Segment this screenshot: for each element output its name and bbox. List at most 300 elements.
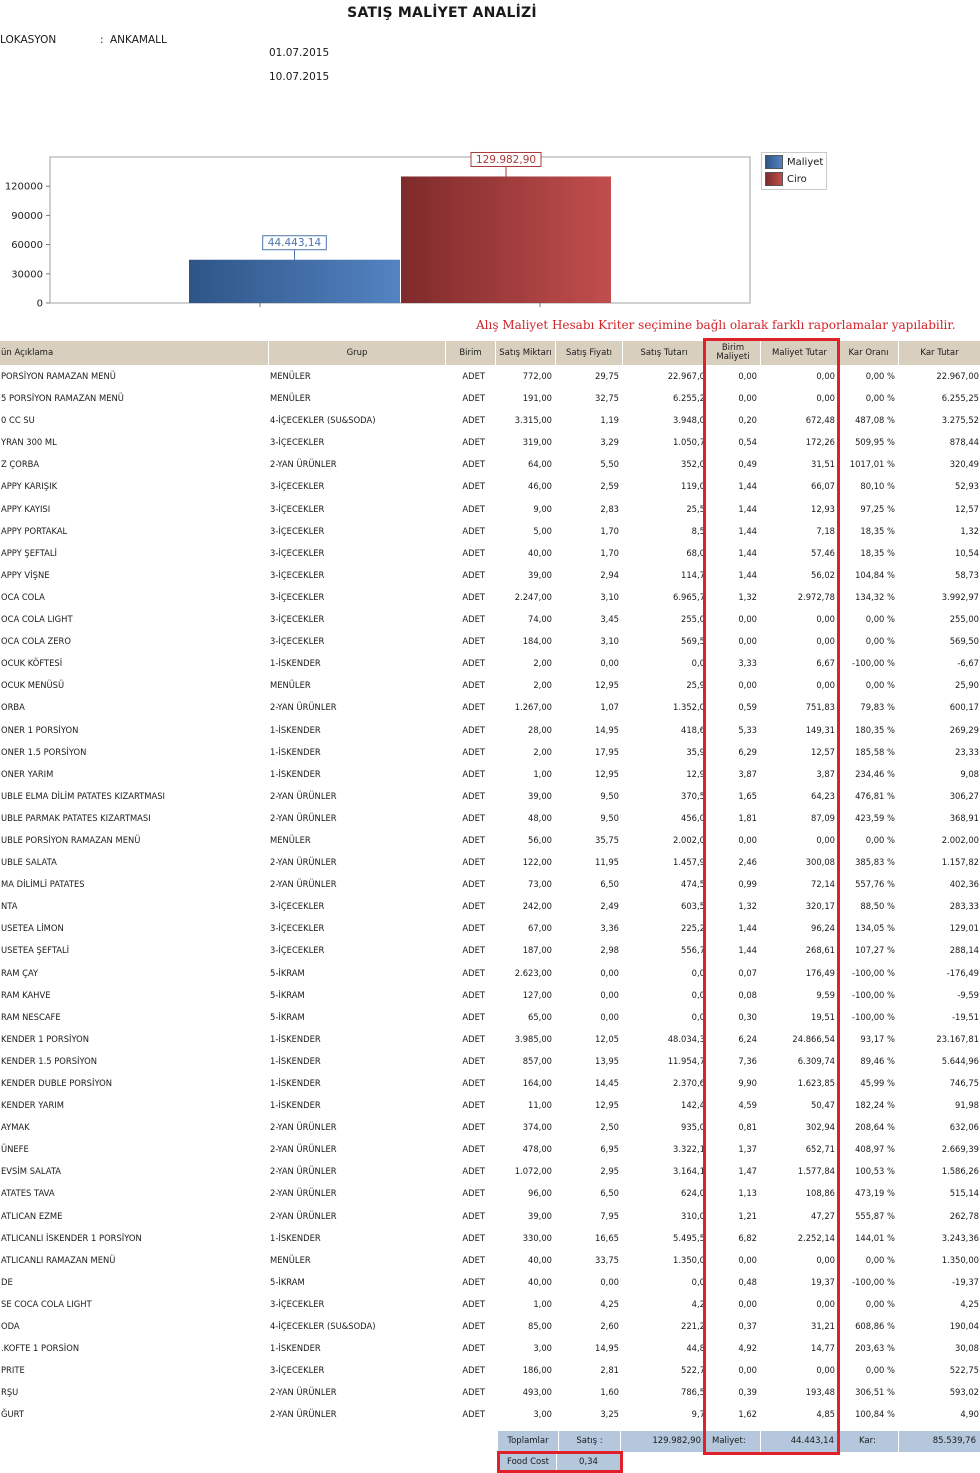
cell-sales-amount: 0,0 — [691, 989, 705, 1000]
cell-cost-amount: 31,51 — [811, 459, 835, 470]
cell-profit-amount: 190,04 — [949, 1321, 979, 1332]
cell-cost-amount: 12,93 — [811, 503, 835, 514]
cell-description: ATLICANLI İSKENDER 1 PORSİYON — [1, 1232, 142, 1243]
cell-sales-qty: 39,00 — [528, 1210, 552, 1221]
food-cost-value: 0,34 — [556, 1454, 620, 1471]
cell-unit: ADET — [462, 834, 485, 845]
cell-sales-qty: 3.985,00 — [514, 1033, 552, 1044]
cell-cost-amount: 0,00 — [816, 834, 835, 845]
cell-sales-amount: 0,0 — [691, 967, 705, 978]
cell-sales-qty: 9,00 — [533, 503, 552, 514]
cell-profit-amount: 600,17 — [949, 702, 979, 713]
date-start: 01.07.2015 — [269, 47, 330, 59]
cell-group: 5-İKRAM — [270, 989, 305, 1000]
legend-swatch-maliyet — [765, 155, 783, 169]
cell-group: MENÜLER — [270, 1254, 311, 1265]
cell-sales-amount: 624,0 — [681, 1188, 705, 1199]
cell-unit-cost: 1,81 — [738, 812, 757, 823]
cell-unit-cost: 1,44 — [738, 503, 757, 514]
table-row — [0, 785, 980, 807]
cell-sales-qty: 3,00 — [533, 1343, 552, 1354]
cell-sales-qty: 39,00 — [528, 569, 552, 580]
totals-cost-value: 44.443,14 — [760, 1431, 838, 1452]
cell-profit-rate: 608,86 % — [855, 1321, 895, 1332]
cell-group: 2-YAN ÜRÜNLER — [270, 879, 337, 890]
cell-profit-amount: 3.992,97 — [941, 591, 979, 602]
cell-unit: ADET — [462, 1343, 485, 1354]
cell-sales-qty: 374,00 — [522, 1122, 552, 1133]
cell-sales-price: 1,60 — [600, 1387, 619, 1398]
cell-group: 2-YAN ÜRÜNLER — [270, 857, 337, 868]
cell-sales-qty: 67,00 — [528, 923, 552, 934]
cell-group: 1-İSKENDER — [270, 1078, 321, 1088]
cell-sales-price: 12,95 — [595, 680, 619, 691]
cell-sales-price: 0,00 — [600, 1276, 619, 1287]
cell-sales-amount: 9,7 — [691, 1409, 705, 1420]
cell-group: 3-İÇECEKLER — [270, 547, 325, 558]
cell-sales-amount: 221,2 — [681, 1321, 705, 1332]
table-row — [0, 1249, 980, 1271]
cell-profit-rate: 487,08 % — [855, 415, 895, 426]
cell-sales-price: 2,49 — [600, 901, 619, 912]
cell-sales-qty: 3.315,00 — [514, 415, 552, 426]
table-row — [0, 917, 980, 939]
cell-sales-amount: 1.352,0 — [673, 702, 705, 713]
totals-sales-label: Satış : — [558, 1431, 620, 1452]
cell-profit-rate: 0,00 % — [865, 393, 895, 404]
cell-description: SE COCA COLA LIGHT — [1, 1298, 92, 1309]
cell-unit-cost: 0,54 — [738, 437, 757, 448]
cell-cost-amount: 50,47 — [811, 1100, 835, 1111]
cell-profit-amount: 515,14 — [949, 1188, 979, 1199]
cell-sales-price: 6,50 — [600, 1188, 619, 1199]
cell-profit-amount: 25,90 — [955, 680, 979, 691]
cell-unit-cost: 1,32 — [738, 901, 757, 912]
table-header — [0, 341, 980, 365]
cell-profit-rate: 0,00 % — [865, 834, 895, 845]
cell-profit-rate: 0,00 % — [865, 1365, 895, 1376]
cell-sales-price: 6,95 — [600, 1144, 619, 1155]
cell-sales-amount: 1.457,9 — [673, 857, 705, 868]
cell-profit-amount: 320,49 — [949, 459, 979, 470]
cell-group: 1-İSKENDER — [270, 1033, 321, 1044]
cell-description: RAM NESCAFE — [1, 1011, 61, 1022]
table-row — [0, 1050, 980, 1072]
cell-group: 3-İÇECEKLER — [270, 569, 325, 580]
cell-sales-amount: 935,0 — [681, 1122, 705, 1133]
cell-unit: ADET — [462, 790, 485, 801]
table-row — [0, 608, 980, 630]
cell-profit-rate: 182,24 % — [855, 1100, 895, 1111]
cell-unit-cost: 0,99 — [738, 879, 757, 890]
cell-sales-amount: 119,0 — [681, 481, 705, 492]
cell-sales-qty: 48,00 — [528, 812, 552, 823]
cell-group: MENÜLER — [270, 371, 311, 381]
cell-unit: ADET — [462, 1365, 485, 1376]
cell-unit-cost: 1,47 — [738, 1166, 757, 1177]
cell-group: 1-İSKENDER — [270, 768, 321, 779]
cell-sales-qty: 28,00 — [528, 724, 552, 735]
cell-group: 3-İÇECEKLER — [270, 1365, 325, 1376]
cell-unit-cost: 1,37 — [738, 1144, 757, 1155]
cell-sales-qty: 39,00 — [528, 790, 552, 801]
cell-unit-cost: 0,00 — [738, 1298, 757, 1309]
cell-description: ÜNEFE — [1, 1144, 29, 1155]
cell-cost-amount: 0,00 — [816, 1365, 835, 1376]
table-row — [0, 475, 980, 497]
cell-profit-amount: 1.350,00 — [941, 1254, 979, 1265]
cell-profit-amount: 306,27 — [949, 790, 979, 801]
cell-cost-amount: 19,37 — [811, 1276, 835, 1287]
cell-profit-rate: 79,83 % — [860, 702, 895, 713]
cell-sales-amount: 456,0 — [681, 812, 705, 823]
y-tick-label: 120000 — [4, 181, 43, 193]
cell-description: USETEA LİMON — [1, 923, 64, 934]
cell-group: 4-İÇECEKLER (SU&SODA) — [270, 415, 376, 426]
cell-group: 2-YAN ÜRÜNLER — [270, 1144, 337, 1155]
cell-unit: ADET — [462, 614, 485, 625]
legend-label-ciro: Ciro — [787, 174, 807, 185]
cell-unit: ADET — [462, 1321, 485, 1332]
cell-description: OCUK KÖFTESİ — [1, 658, 63, 669]
cell-group: 2-YAN ÜRÜNLER — [270, 1122, 337, 1133]
cell-unit: ADET — [462, 437, 485, 448]
cell-cost-amount: 0,00 — [816, 1254, 835, 1265]
cell-unit: ADET — [462, 658, 485, 669]
table-row — [0, 1205, 980, 1227]
cell-sales-price: 14,95 — [595, 1343, 619, 1354]
cell-sales-amount: 2.002,0 — [673, 834, 705, 845]
cell-unit: ADET — [462, 901, 485, 912]
cell-sales-qty: 242,00 — [522, 901, 552, 912]
cell-sales-qty: 74,00 — [528, 614, 552, 625]
cell-group: 2-YAN ÜRÜNLER — [270, 1188, 337, 1199]
cell-sales-amount: 12,9 — [686, 768, 705, 779]
cell-profit-rate: 0,00 % — [865, 1254, 895, 1265]
cell-cost-amount: 57,46 — [811, 547, 835, 558]
col-header-profit-rate: Kar Oranı — [838, 341, 898, 365]
totals-label: Toplamlar — [497, 1431, 558, 1452]
cell-unit-cost: 0,20 — [738, 415, 757, 426]
cell-profit-rate: 18,35 % — [860, 547, 895, 558]
cell-sales-qty: 493,00 — [522, 1387, 552, 1398]
cell-sales-qty: 73,00 — [528, 879, 552, 890]
cell-profit-amount: 746,75 — [949, 1078, 979, 1088]
cell-group: 4-İÇECEKLER (SU&SODA) — [270, 1321, 376, 1332]
cell-unit: ADET — [462, 1055, 485, 1066]
cell-group: 1-İSKENDER — [270, 1055, 321, 1066]
legend-item-maliyet — [765, 155, 823, 169]
cell-profit-amount: 12,57 — [955, 503, 979, 514]
cell-sales-amount: 3.948,0 — [673, 415, 705, 426]
cell-sales-price: 0,00 — [600, 1011, 619, 1022]
cell-sales-amount: 8,5 — [691, 525, 705, 536]
cell-sales-price: 2,59 — [600, 481, 619, 492]
cell-group: 5-İKRAM — [270, 1011, 305, 1022]
cell-group: MENÜLER — [270, 834, 311, 845]
cell-sales-qty: 40,00 — [528, 1276, 552, 1287]
table-row — [0, 1160, 980, 1182]
cell-sales-qty: 1.072,00 — [514, 1166, 552, 1177]
cell-profit-amount: 522,75 — [949, 1365, 979, 1376]
cell-unit-cost: 0,00 — [738, 1365, 757, 1376]
cell-sales-amount: 5.495,5 — [673, 1232, 705, 1243]
cell-sales-qty: 56,00 — [528, 834, 552, 845]
cell-unit-cost: 0,81 — [738, 1122, 757, 1133]
table-row — [0, 409, 980, 431]
cell-unit-cost: 1,44 — [738, 945, 757, 956]
cell-profit-amount: 23.167,81 — [936, 1033, 979, 1044]
cell-sales-qty: 2,00 — [533, 658, 552, 669]
table-row — [0, 1116, 980, 1138]
cell-profit-amount: 269,29 — [949, 724, 979, 735]
report-note: Alış Maliyet Hesabı Kriter seçimine bağlı olarak farklı raporlamalar yapılabilir. — [476, 318, 956, 332]
cell-profit-amount: -19,51 — [952, 1011, 979, 1022]
cell-sales-amount: 255,0 — [681, 614, 705, 625]
cell-sales-price: 12,95 — [595, 1100, 619, 1111]
cell-unit: ADET — [462, 768, 485, 779]
cell-sales-qty: 330,00 — [522, 1232, 552, 1243]
cell-unit: ADET — [462, 702, 485, 713]
cell-cost-amount: 176,49 — [805, 967, 835, 978]
cell-cost-amount: 1.577,84 — [797, 1166, 835, 1177]
cell-unit: ADET — [462, 945, 485, 956]
cell-unit-cost: 4,59 — [738, 1100, 757, 1111]
report-title: SATIŞ MALİYET ANALİZİ — [347, 5, 537, 21]
cell-sales-price: 2,60 — [600, 1321, 619, 1332]
cell-description: PRITE — [1, 1365, 25, 1376]
table-row — [0, 873, 980, 895]
table-row — [0, 1381, 980, 1403]
cell-group: 2-YAN ÜRÜNLER — [270, 1166, 337, 1177]
cell-group: 5-İKRAM — [270, 1276, 305, 1287]
cell-unit-cost: 0,48 — [738, 1276, 757, 1287]
table-row — [0, 1227, 980, 1249]
cell-profit-rate: 89,46 % — [860, 1055, 895, 1066]
cell-sales-price: 1,70 — [600, 547, 619, 558]
cell-unit: ADET — [462, 1276, 485, 1287]
cell-profit-rate: 144,01 % — [855, 1232, 895, 1243]
cell-description: OCA COLA — [1, 591, 45, 602]
cell-description: YRAN 300 ML — [1, 437, 57, 448]
table-row — [0, 962, 980, 984]
cell-sales-price: 9,50 — [600, 790, 619, 801]
cell-description: APPY ŞEFTALİ — [1, 547, 58, 558]
cell-sales-qty: 191,00 — [522, 393, 552, 404]
cell-cost-amount: 7,18 — [816, 525, 835, 536]
table-row — [0, 1028, 980, 1050]
y-tick-label: 30000 — [11, 269, 43, 281]
cell-profit-amount: 2.002,00 — [941, 834, 979, 845]
cell-unit: ADET — [462, 812, 485, 823]
table-row — [0, 1271, 980, 1293]
cell-cost-amount: 2.972,78 — [797, 591, 835, 602]
table-row — [0, 1337, 980, 1359]
cell-unit-cost: 6,29 — [738, 746, 757, 757]
cell-sales-qty: 85,00 — [528, 1321, 552, 1332]
cell-sales-amount: 370,5 — [681, 790, 705, 801]
cell-profit-rate: 234,46 % — [855, 768, 895, 779]
cell-cost-amount: 0,00 — [816, 614, 835, 625]
cell-sales-amount: 4,2 — [691, 1298, 705, 1309]
cell-cost-amount: 14,77 — [811, 1343, 835, 1354]
cell-sales-price: 0,00 — [600, 967, 619, 978]
cell-group: 3-İÇECEKLER — [270, 591, 325, 602]
cell-sales-amount: 786,5 — [681, 1387, 705, 1398]
cell-sales-amount: 3.164,1 — [673, 1166, 705, 1177]
cell-description: ONER 1.5 PORSİYON — [1, 746, 87, 757]
table-row — [0, 984, 980, 1006]
cell-profit-amount: 262,78 — [949, 1210, 979, 1221]
cell-description: UBLE PORSİYON RAMAZAN MENÜ — [1, 834, 141, 845]
cell-group: 3-İÇECEKLER — [270, 945, 325, 956]
cell-unit-cost: 9,90 — [738, 1078, 757, 1088]
cell-unit: ADET — [462, 393, 485, 404]
cell-sales-qty: 2,00 — [533, 680, 552, 691]
cell-sales-amount: 1.050,7 — [673, 437, 705, 448]
cell-sales-amount: 2.370,6 — [673, 1078, 705, 1088]
cell-group: MENÜLER — [270, 680, 311, 691]
cell-sales-qty: 187,00 — [522, 945, 552, 956]
table-row — [0, 520, 980, 542]
cell-sales-qty: 1,00 — [533, 768, 552, 779]
cell-description: UBLE ELMA DİLİM PATATES KIZARTMASI — [1, 790, 166, 801]
cell-description: APPY KAYISI — [1, 503, 51, 514]
cell-profit-rate: 45,99 % — [860, 1078, 895, 1088]
cell-sales-price: 14,95 — [595, 724, 619, 735]
cell-sales-price: 32,75 — [595, 393, 619, 404]
cell-description: EVSİM SALATA — [1, 1166, 62, 1177]
cell-sales-amount: 6.965,7 — [673, 591, 705, 602]
cell-profit-rate: 100,84 % — [855, 1409, 895, 1420]
totals-profit-value: 85.539,76 — [898, 1431, 980, 1452]
cell-unit: ADET — [462, 569, 485, 580]
cell-cost-amount: 64,23 — [811, 790, 835, 801]
table-row — [0, 807, 980, 829]
cell-profit-amount: 1.586,26 — [941, 1166, 979, 1177]
col-header-sales-price: Satış Fiyatı — [555, 341, 622, 365]
cell-cost-amount: 2.252,14 — [797, 1232, 835, 1243]
y-tick-label: 0 — [36, 298, 43, 310]
cell-description: RŞU — [1, 1387, 19, 1398]
cell-group: 3-İÇECEKLER — [270, 636, 325, 647]
cell-profit-amount: 255,00 — [949, 614, 979, 625]
cell-sales-amount: 48.034,3 — [667, 1033, 705, 1044]
cell-sales-qty: 186,00 — [522, 1365, 552, 1376]
cell-cost-amount: 72,14 — [811, 879, 835, 890]
cell-description: ORBA — [1, 702, 25, 713]
cell-unit: ADET — [462, 636, 485, 647]
cell-sales-price: 0,00 — [600, 658, 619, 669]
cell-profit-amount: 4,25 — [960, 1298, 979, 1309]
cell-profit-amount: 368,91 — [949, 812, 979, 823]
cell-description: KENDER 1 PORSİYON — [1, 1033, 90, 1044]
cell-unit-cost: 3,33 — [738, 658, 757, 669]
col-header-group: Grup — [268, 341, 445, 365]
cell-sales-qty: 772,00 — [522, 371, 552, 381]
data-label-ciro: 129.982,90 — [475, 153, 537, 166]
table-row — [0, 387, 980, 409]
cell-profit-amount: 52,93 — [955, 481, 979, 492]
cell-sales-qty: 40,00 — [528, 1254, 552, 1265]
cell-profit-amount: 10,54 — [955, 547, 979, 558]
cell-profit-rate: -100,00 % — [852, 1011, 895, 1022]
cell-unit-cost: 0,39 — [738, 1387, 757, 1398]
table-row — [0, 829, 980, 851]
cell-sales-qty: 64,00 — [528, 459, 552, 470]
cell-unit-cost: 1,62 — [738, 1409, 757, 1420]
cell-sales-qty: 1.267,00 — [514, 702, 552, 713]
cell-profit-amount: 6.255,25 — [941, 393, 979, 404]
cell-unit: ADET — [462, 1188, 485, 1199]
col-header-description: ün Açıklama — [1, 347, 54, 358]
col-header-sales-amount: Satış Tutarı — [622, 341, 705, 365]
table-row — [0, 498, 980, 520]
cell-unit-cost: 1,44 — [738, 547, 757, 558]
y-tick-label: 60000 — [11, 240, 43, 252]
cell-description: DE — [1, 1276, 13, 1287]
cell-group: 2-YAN ÜRÜNLER — [270, 459, 337, 470]
cell-sales-price: 17,95 — [595, 746, 619, 757]
cell-cost-amount: 1.623,85 — [797, 1078, 835, 1088]
cell-unit-cost: 0,37 — [738, 1321, 757, 1332]
cell-sales-price: 3,45 — [600, 614, 619, 625]
cell-unit-cost: 1,44 — [738, 569, 757, 580]
cell-profit-amount: 22.967,00 — [936, 371, 979, 381]
cell-profit-rate: 97,25 % — [860, 503, 895, 514]
cell-profit-rate: -100,00 % — [852, 1276, 895, 1287]
cell-profit-rate: 0,00 % — [865, 614, 895, 625]
cell-sales-amount: 3.322,1 — [673, 1144, 705, 1155]
cell-cost-amount: 0,00 — [816, 371, 835, 381]
cell-profit-rate: -100,00 % — [852, 658, 895, 669]
cell-unit: ADET — [462, 591, 485, 602]
cell-description: APPY KARIŞIK — [1, 481, 58, 492]
cell-profit-amount: 288,14 — [949, 945, 979, 956]
cell-profit-amount: 3.243,36 — [941, 1232, 979, 1243]
cell-profit-rate: 473,19 % — [855, 1188, 895, 1199]
cell-cost-amount: 31,21 — [811, 1321, 835, 1332]
cell-sales-qty: 1,00 — [533, 1298, 552, 1309]
cell-sales-qty: 46,00 — [528, 481, 552, 492]
cell-unit-cost: 1,44 — [738, 525, 757, 536]
cell-sales-qty: 122,00 — [522, 857, 552, 868]
cell-cost-amount: 268,61 — [805, 945, 835, 956]
cell-profit-amount: -9,59 — [957, 989, 979, 1000]
cell-description: ONER 1 PORSİYON — [1, 724, 79, 735]
cell-unit-cost: 0,00 — [738, 680, 757, 691]
cell-profit-amount: 4,90 — [960, 1409, 979, 1420]
cell-unit: ADET — [462, 989, 485, 1000]
cell-sales-qty: 3,00 — [533, 1409, 552, 1420]
cell-profit-rate: 408,97 % — [855, 1144, 895, 1155]
cell-unit-cost: 6,24 — [738, 1033, 757, 1044]
cell-profit-amount: 632,06 — [949, 1122, 979, 1133]
cell-cost-amount: 96,24 — [811, 923, 835, 934]
cell-unit-cost: 7,36 — [738, 1055, 757, 1066]
location-value: ANKAMALL — [110, 34, 167, 46]
legend-item-ciro — [765, 172, 807, 186]
cell-sales-price: 2,83 — [600, 503, 619, 514]
cell-sales-amount: 25,9 — [686, 680, 705, 691]
cell-group: 3-İÇECEKLER — [270, 503, 325, 514]
cell-sales-qty: 184,00 — [522, 636, 552, 647]
cell-profit-amount: 30,08 — [955, 1343, 979, 1354]
table-row — [0, 895, 980, 917]
cell-unit-cost: 0,30 — [738, 1011, 757, 1022]
totals-cost-label: Maliyet: — [705, 1431, 760, 1452]
cell-profit-amount: 91,98 — [955, 1100, 979, 1111]
